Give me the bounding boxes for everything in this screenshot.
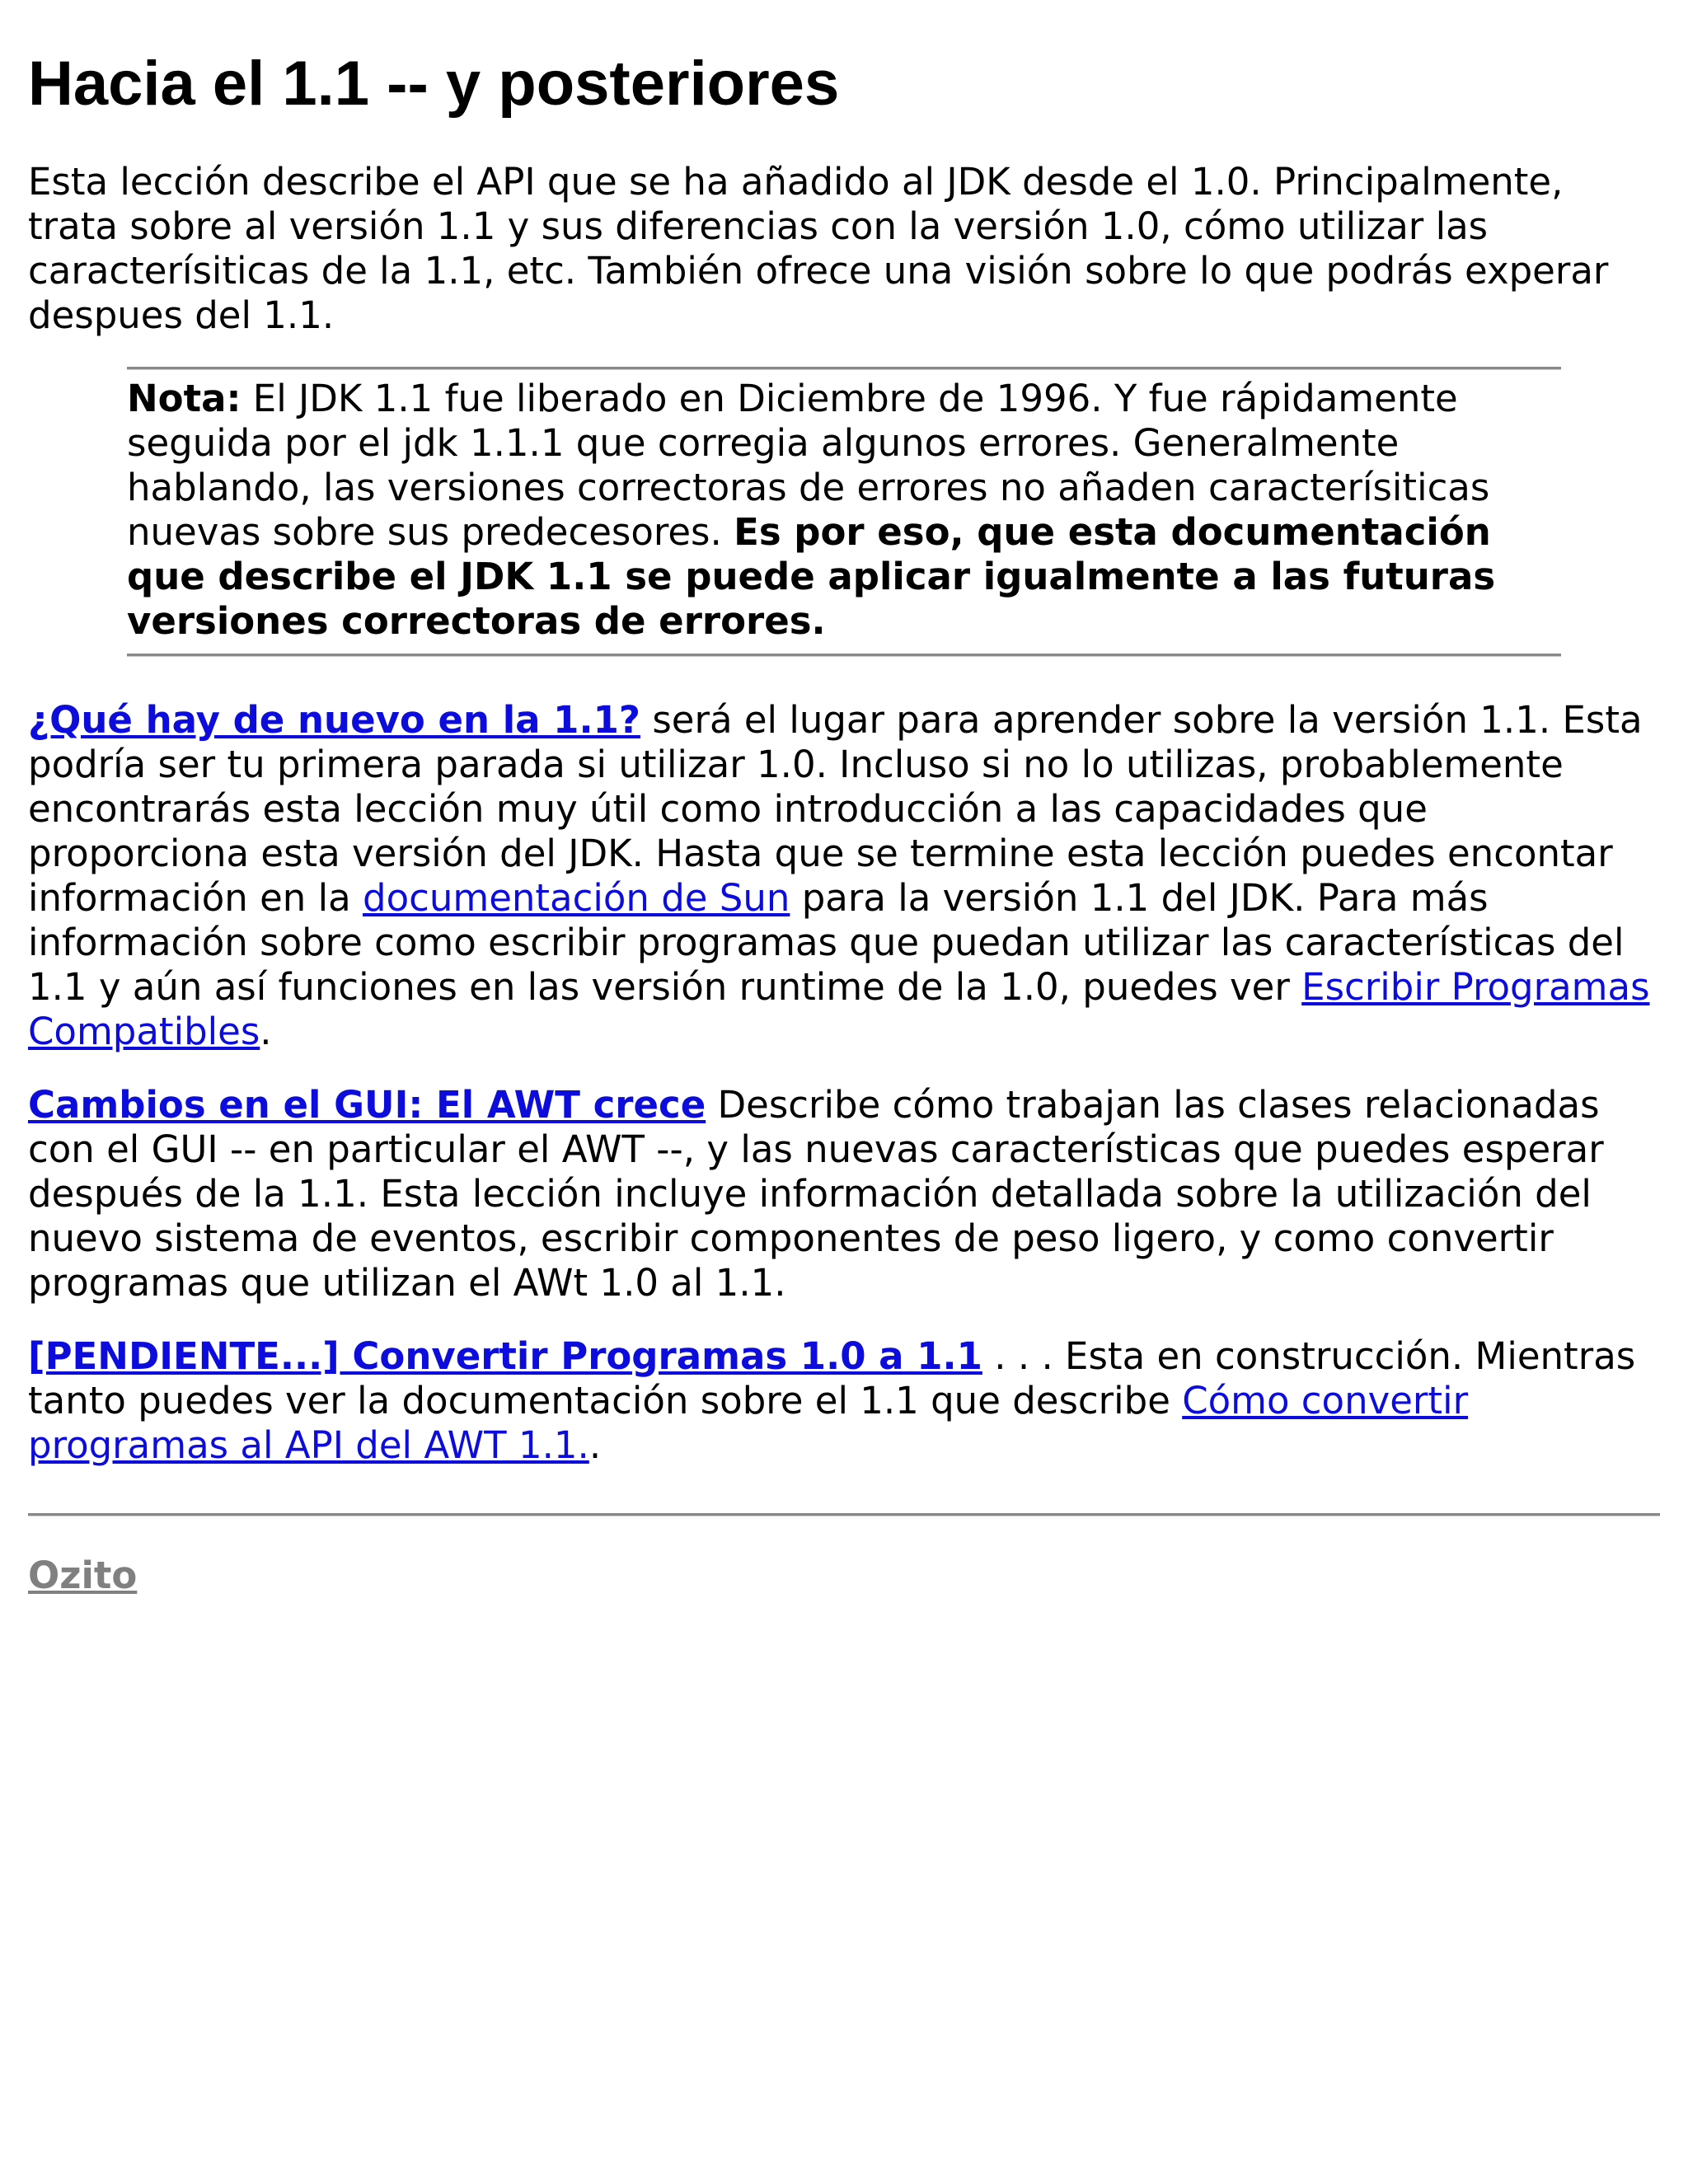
note-bold-text: Es por eso, que esta documentación que describe el JDK 1.1 se puede aplicar igualmente a las futuras versiones correctoras de errores.: [127, 509, 1496, 643]
awt-convert-link[interactable]: Cómo convertir programas al API del AWT 1.1.: [28, 1378, 1469, 1467]
whats-new-text-a: será el lugar para aprender sobre la versión 1.1. Esta podría ser tu primera parada si utilizar 1.0. Incluso si no lo utilizas, probablemente encontrarás esta lección muy útil como introducción a las capacidades que proporciona esta versión del JDK. Hasta que se termine esta lección puedes encontar información en la: [28, 697, 1643, 920]
compatible-programs-link[interactable]: Escribir Programas Compatibles: [28, 964, 1650, 1053]
gui-changes-link[interactable]: Cambios en el GUI: El AWT crece: [28, 1082, 706, 1127]
note-top-divider: [127, 367, 1561, 370]
note-text: El JDK 1.1 fue liberado en Diciembre de 1996. Y fue rápidamente seguida por el jdk 1.1.1 que corregia algunos errores. Generalmente hablando, las versiones correctoras de errores no añaden caracterísiticas nuevas sobre sus predecesores.: [127, 376, 1490, 554]
footer-divider: [28, 1513, 1660, 1516]
sun-docs-link[interactable]: documentación de Sun: [363, 875, 790, 920]
whats-new-text-c: .: [260, 1009, 272, 1053]
note-paragraph: [127, 377, 1561, 644]
author-link[interactable]: Ozito: [28, 1553, 138, 1597]
whats-new-text-b: para la versión 1.1 del JDK. Para más información sobre como escribir programas que puedan utilizar las características del 1.1 y aún así funciones en las versión runtime de la 1.0, puedes ver: [28, 875, 1625, 1009]
whats-new-link[interactable]: ¿Qué hay de nuevo en la 1.1?: [28, 697, 641, 742]
section-gui-changes: [28, 1083, 1660, 1305]
note-box: [127, 367, 1561, 657]
note-label: Nota:: [127, 376, 241, 420]
section-whats-new: [28, 698, 1660, 1054]
note-bottom-divider: [127, 654, 1561, 657]
convert-programs-text-b: .: [588, 1422, 602, 1467]
convert-programs-text-a: . . . Esta en construcción. Mientras tanto puedes ver la documentación sobre el 1.1 que describe: [28, 1333, 1636, 1422]
section-convert-programs: [28, 1334, 1660, 1468]
page-title: Hacia el 1.1 -- y posteriores: [28, 49, 840, 119]
convert-programs-link[interactable]: [PENDIENTE...] Convertir Programas 1.0 a 1.1: [28, 1333, 982, 1378]
intro-paragraph: Esta lección describe el API que se ha añadido al JDK desde el 1.0. Principalmente, trata sobre al versión 1.1 y sus diferencias con la versión 1.0, cómo utilizar las caracterísiticas de la 1.1, etc. También ofrece una visión sobre lo que podrás experar despues del 1.1.: [28, 159, 1609, 337]
gui-changes-text: Describe cómo trabajan las clases relacionadas con el GUI -- en particular el AWT --, y las nuevas características que puedes esperar después de la 1.1. Esta lección incluye información detallada sobre la utilización del nuevo sistema de eventos, escribir componentes de peso ligero, y como convertir programas que utilizan el AWt 1.0 al 1.1.: [28, 1082, 1604, 1305]
